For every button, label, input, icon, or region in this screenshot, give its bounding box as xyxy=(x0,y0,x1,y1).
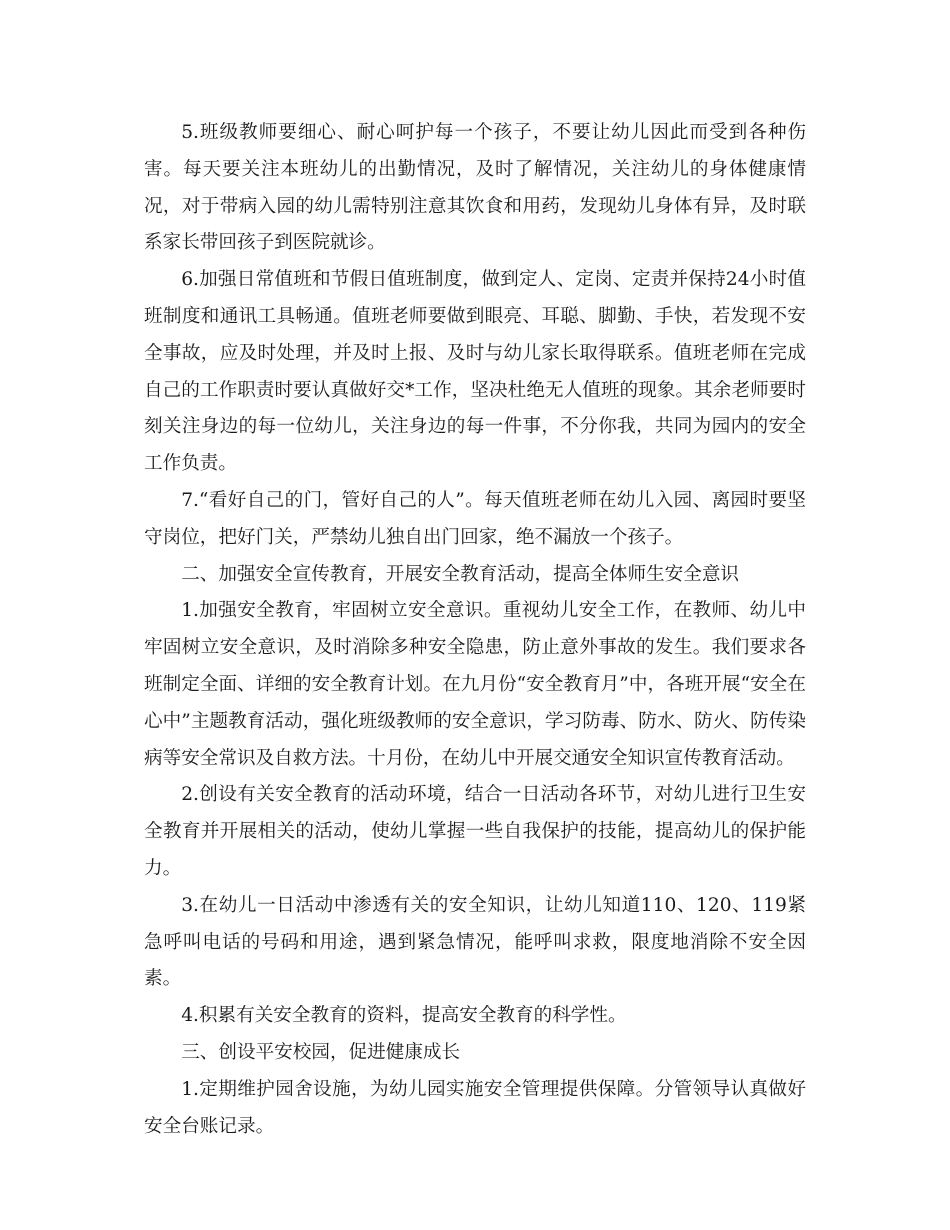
paragraph-item-7-gate: 7.“看好自己的门，管好自己的人”。每天值班老师在幼儿入园、离园时要坚守岗位，把好门关，严禁幼儿独自出门回家，绝不漏放一个孩子。 xyxy=(144,489,806,548)
section-heading-3: 三、创设平安校园，促进健康成长 xyxy=(181,1041,461,1063)
paragraph-item-5-care: 5.班级教师要细心、耐心呵护每一个孩子，不要让幼儿因此而受到各种伤害。每天要关注本班幼儿的出勤情况，及时了解情况，关注幼儿的身体健康情况，对于带病入园的幼儿需特别注意其饮食和用药，发现幼儿身体有异，及时联系家长带回孩子到医院就诊。 xyxy=(144,122,806,254)
paragraph-item-4-materials: 4.积累有关安全教育的资料，提高安全教育的科学性。 xyxy=(181,1005,627,1027)
paragraph-item-1-facilities: 1.定期维护园舍设施，为幼儿园实施安全管理提供保障。分管领导认真做好安全台账记录。 xyxy=(144,1078,806,1137)
paragraph-item-6-duty: 6.加强日常值班和节假日值班制度，做到定人、定岗、定责并保持24小时值班制度和通讯工具畅通。值班老师要做到眼亮、耳聪、脚勤、手快，若发现不安全事故，应及时处理，并及时上报、及时与幼儿家长取得联系。值班老师在完成自己的工作职责时要认真做好交*工作，坚决杜绝无人值班的现象。其余老师要时刻关注身边的每一位幼儿，关注身边的每一件事，不分你我，共同为园内的安全工作负责。 xyxy=(144,269,806,475)
document-body xyxy=(144,115,806,1145)
paragraph-item-1-education: 1.加强安全教育，牢固树立安全意识。重视幼儿安全工作，在教师、幼儿中牢固树立安全意识，及时消除多种安全隐患，防止意外事故的发生。我们要求各班制定全面、详细的安全教育计划。在九月份“安全教育月”中，各班开展“安全在心中”主题教育活动，强化班级教师的安全意识，学习防毒、防水、防火、防传染病等安全常识及自救方法。十月份，在幼儿中开展交通安全知识宣传教育活动。 xyxy=(144,600,806,769)
section-heading-2: 二、加强安全宣传教育，开展安全教育活动，提高全体师生安全意识 xyxy=(181,563,740,585)
paragraph-item-3-emergency: 3.在幼儿一日活动中渗透有关的安全知识，让幼儿知道110、120、119紧急呼叫电话的号码和用途，遇到紧急情况，能呼叫求救，限度地消除不安全因素。 xyxy=(144,894,806,990)
paragraph-item-2-environment: 2.创设有关安全教育的活动环境，结合一日活动各环节，对幼儿进行卫生安全教育并开展相关的活动，使幼儿掌握一些自我保护的技能，提高幼儿的保护能力。 xyxy=(144,784,806,879)
